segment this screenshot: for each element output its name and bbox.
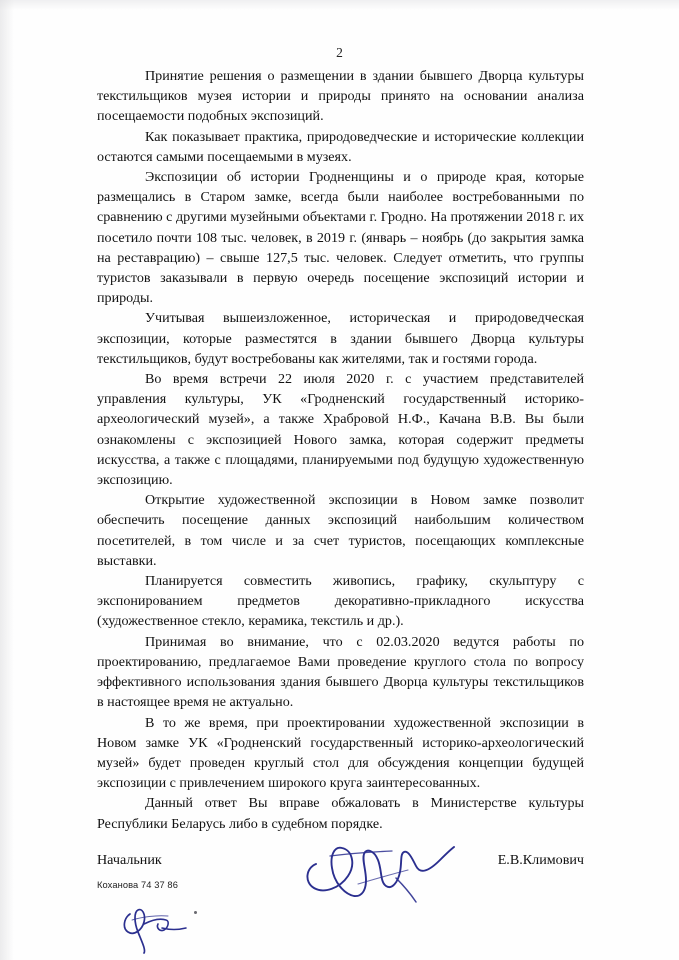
signer-name: Е.В.Климович (497, 852, 584, 868)
paragraph: Учитывая вышеизложенное, историческая и природоведческая экспозиции, которые разместятся в здании бывшего Дворца культуры текстильщиков, будут востребованы как жителями, так и гостями города. (97, 310, 584, 367)
paragraph: Экспозиции об истории Гродненщины и о природе края, которые размещались в Старом замке, всегда были наиболее востребованными по сравнению с другими музейными объектами г. Гродно. На протяжении 2018 г. их посетило почти 108 тыс. человек, в 2019 г. (январь – ноябрь (до закрытия замка на реставрацию) – свыше 127,5 тыс. человек. Следует отметить, что группы туристов заказывали в первую очередь посещение экспозиций истории и природы. (97, 169, 584, 307)
scan-edge-shadow-top (0, 0, 679, 10)
paragraph: Как показывает практика, природоведческие и исторические коллекции остаются самыми посещаемыми в музеях. (97, 128, 584, 165)
paragraph: В то же время, при проектировании художественной экспозиции в Новом замке УК «Гродненский государственный историко-археологический музей» будет проведен круглый стол для обсуждения концепции будущей экспозиции с привлечением широкого круга заинтересованных. (97, 714, 584, 792)
paragraph: Принятие решения о размещении в здании бывшего Дворца культуры текстильщиков музея истории и природы принято на основании анализа посещаемости подобных экспозиций. (97, 68, 584, 125)
document-body (97, 66, 584, 834)
paragraph: Данный ответ Вы вправе обжаловать в Министерстве культуры Республики Беларусь либо в судебном порядке. (97, 795, 584, 832)
scan-artifact-speck (194, 911, 197, 914)
executor-contact-line: Коханова 74 37 86 (97, 880, 178, 890)
paragraph: Во время встречи 22 июля 2020 г. с участием представителей управления культуры, УК «Гродненский государственный историко-археологический музей», а также Храбровой Н.Ф., Качана В.В. Вы были ознакомлены с экспозицией Нового замка, которая содержит предметы искусства, а также с площадями, планируемыми под будущую художественную экспозицию. (97, 371, 584, 489)
scan-edge-shadow-left (0, 0, 14, 960)
paragraph: Открытие художественной экспозиции в Новом замке позволит обеспечить посещение данных экспозиций наибольшим количеством посетителей, в том числе и за счет туристов, посещающих комплексные выставки. (97, 492, 584, 569)
handwritten-signature-secondary-icon (112, 900, 198, 956)
page-number: 2 (336, 45, 343, 60)
signer-position-title: Начальник (97, 852, 162, 868)
signature-block (97, 852, 584, 869)
paragraph: Планируется совместить живопись, графику, скульптуру с экспонированием предметов декоративно-прикладного искусства (художественное стекло, керамика, текстиль и др.). (97, 573, 584, 630)
paragraph: Принимая во внимание, что с 02.03.2020 ведутся работы по проектированию, предлагаемое Вами проведение круглого стола по вопросу эффективного использования здания бывшего Дворца культуры текстильщиков в настоящее время не актуально. (97, 633, 584, 711)
handwritten-signature-icon (300, 838, 460, 910)
